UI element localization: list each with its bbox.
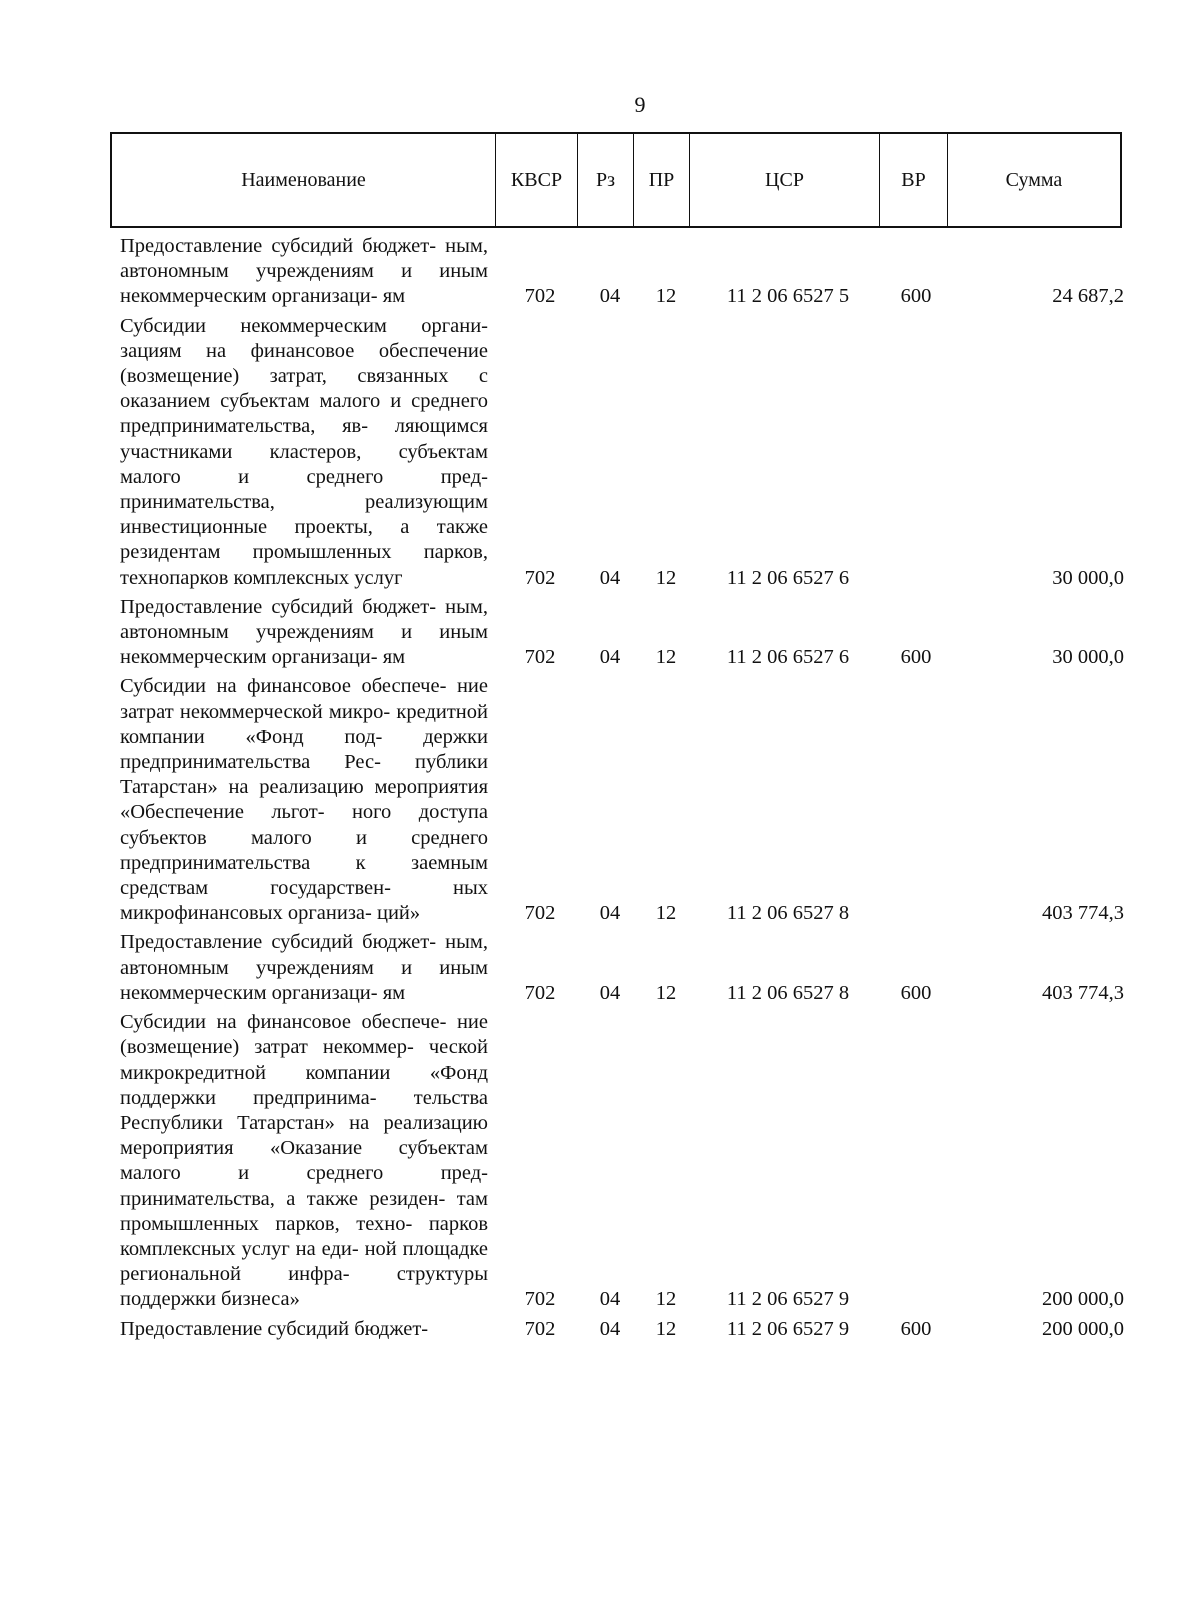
row-pr: 12 [655,285,677,308]
row-pr: 12 [655,1288,677,1311]
row-vr: 600 [900,981,932,1004]
row-csr: 11 2 06 6527 5 [726,285,850,308]
table-row [120,595,1124,671]
row-pr: 12 [655,902,677,925]
row-rz: 04 [599,1288,621,1311]
row-kvsr: 702 [524,285,556,308]
row-sum: 30 000,0 [1052,646,1124,669]
header-name: Наименование [112,134,496,226]
table-row [120,1010,1124,1312]
row-name: Предоставление субсидий бюджет- ным, автономным учреждениям и иным некоммерческим организаци- ям [120,235,488,308]
row-kvsr: 702 [524,566,556,589]
table-row [120,1317,1124,1342]
row-kvsr: 702 [524,902,556,925]
row-name: Предоставление субсидий бюджет- ным, автономным учреждениям и иным некоммерческим организаци- ям [120,931,488,1004]
row-name: Предоставление субсидий бюджет- [120,1317,429,1340]
row-sum: 200 000,0 [1042,1288,1124,1311]
row-sum: 403 774,3 [1042,981,1124,1004]
row-pr: 12 [655,566,677,589]
row-sum: 403 774,3 [1042,902,1124,925]
row-name: Субсидии на финансовое обеспече- ние (возмещение) затрат некоммер- ческой микрокредитной компании «Фонд поддержки предпринима- тельства Республики Татарстан» на реализацию мероприятия «Оказание субъектам малого и среднего пред- принимательства, а также резиден- там промышленных парков, техно- парков комплексных услуг на еди- ной площадке региональной инфра- структуры поддержки бизнеса» [120,1011,488,1311]
row-vr: 600 [900,646,932,669]
row-kvsr: 702 [524,1317,556,1340]
row-csr: 11 2 06 6527 8 [726,902,850,925]
row-pr: 12 [655,646,677,669]
row-kvsr: 702 [524,646,556,669]
table-row [120,930,1124,1006]
header-vr: ВР [880,134,948,226]
row-kvsr: 702 [524,981,556,1004]
row-rz: 04 [599,981,621,1004]
row-csr: 11 2 06 6527 6 [726,566,850,589]
row-name: Предоставление субсидий бюджет- ным, автономным учреждениям и иным некоммерческим организаци- ям [120,595,488,669]
header-kvsr: КВСР [496,134,578,226]
table-row [120,674,1124,926]
row-csr: 11 2 06 6527 8 [726,981,850,1004]
row-rz: 04 [599,646,621,669]
row-sum: 200 000,0 [1042,1317,1124,1340]
header-rz: Рз [578,134,634,226]
row-rz: 04 [599,566,621,589]
row-rz: 04 [599,902,621,925]
row-rz: 04 [599,1317,621,1340]
header-sum: Сумма [1005,168,1063,191]
row-sum: 30 000,0 [1052,566,1124,589]
table-body [120,234,1124,1346]
row-csr: 11 2 06 6527 6 [726,646,850,669]
page-number: 9 [634,92,646,117]
row-rz: 04 [599,285,621,308]
table-header [110,132,1122,228]
header-csr: ЦСР [690,134,880,226]
row-name: Субсидии на финансовое обеспече- ние затрат некоммерческой микро- кредитной компании «Фонд под- держки предпринимательства Рес- публики Татарстан» на реализацию мероприятия «Обеспечение льгот- ного доступа субъектов малого и среднего предпринимательства к заемным средствам государствен- ных микрофинансовых организа- ций» [120,675,488,925]
header-pr: ПР [634,134,690,226]
row-pr: 12 [655,981,677,1004]
row-csr: 11 2 06 6527 9 [726,1317,850,1340]
row-csr: 11 2 06 6527 9 [726,1288,850,1311]
row-pr: 12 [655,1317,677,1340]
table-row [120,314,1124,591]
row-sum: 24 687,2 [1052,285,1124,308]
row-vr: 600 [900,1317,932,1340]
row-name: Субсидии некоммерческим органи- зациям на финансовое обеспечение (возмещение) затрат, связанных с оказанием субъектам малого и среднего предпринимательства, яв- ляющимся участниками кластеров, субъектам малого и среднего пред- принимательства, реализующим инвестиционные проекты, а также резидентам промышленных парков, технопарков комплексных услуг [120,314,488,589]
row-kvsr: 702 [524,1288,556,1311]
row-vr: 600 [900,285,932,308]
table-row [120,234,1124,310]
